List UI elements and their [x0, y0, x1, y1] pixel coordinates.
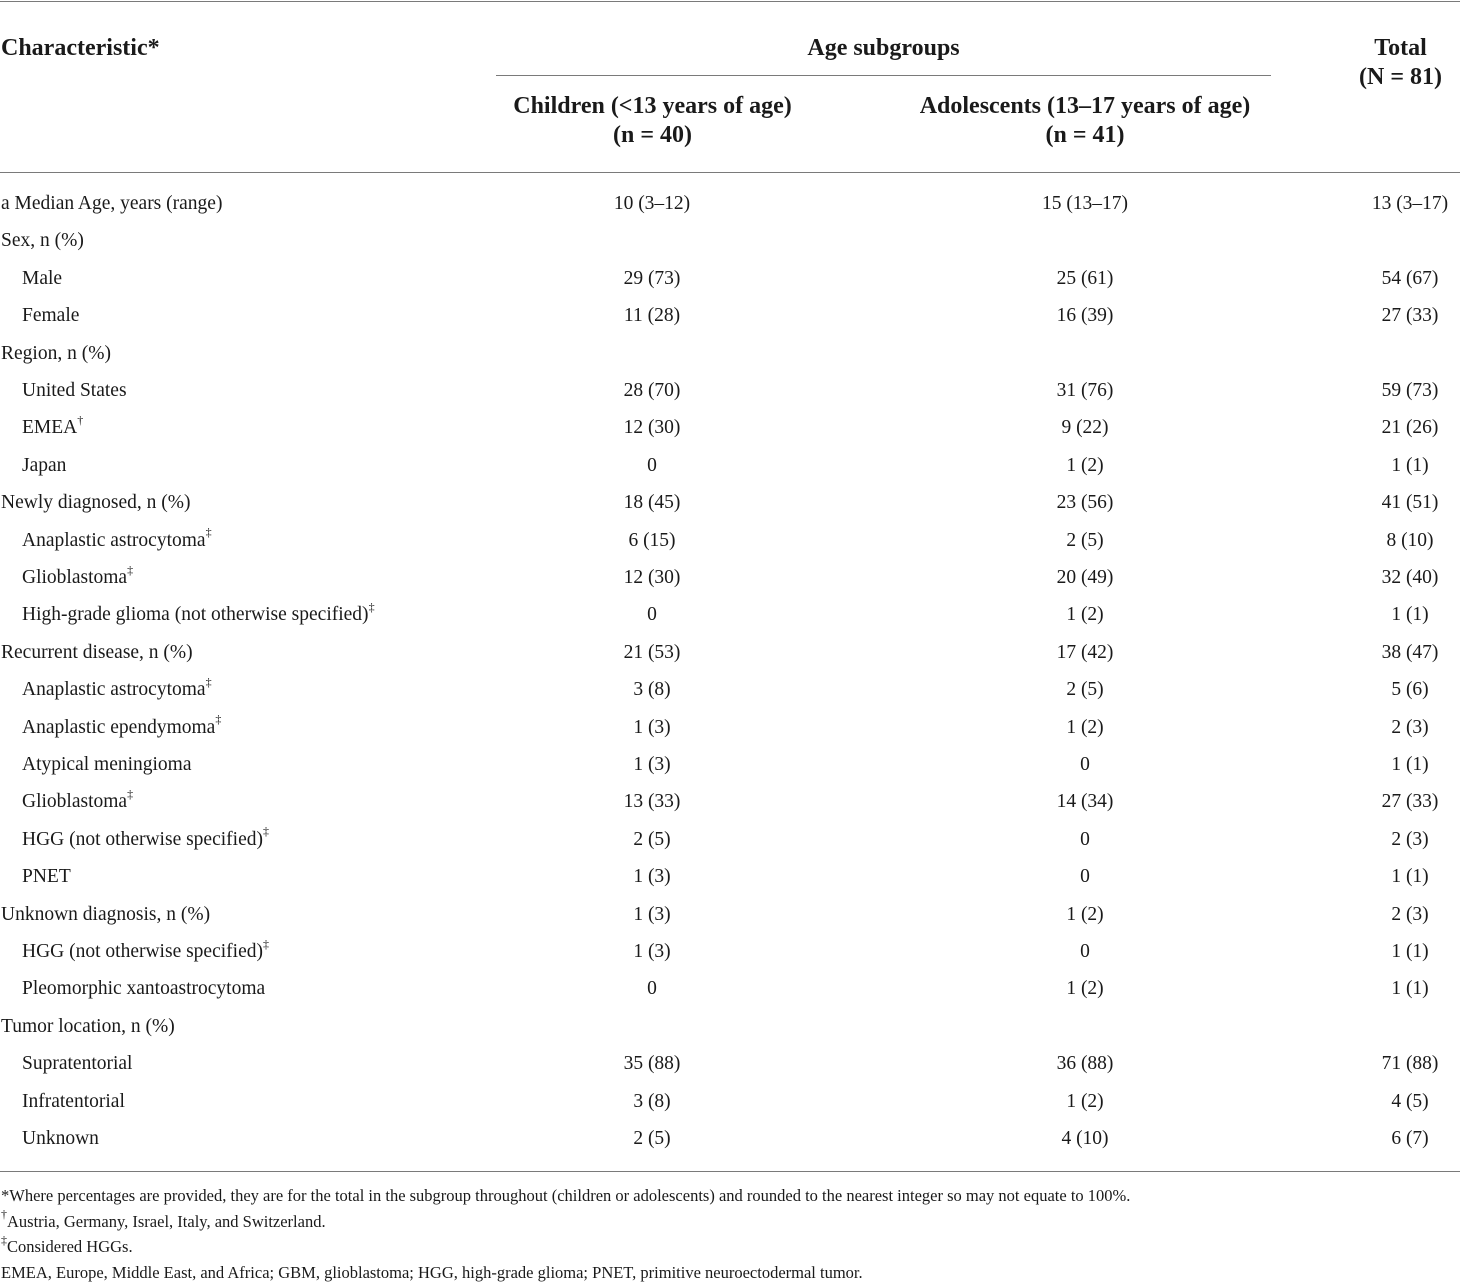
cell-children: 1 (3): [552, 716, 752, 740]
cell-adolescents: 25 (61): [985, 267, 1185, 291]
cell-children: 18 (45): [552, 491, 752, 515]
cell-total: 54 (67): [1330, 267, 1460, 291]
row-label: Supratentorial: [22, 1052, 132, 1076]
cell-adolescents: 31 (76): [985, 379, 1185, 403]
table-row: [0, 379, 1460, 416]
cell-total: 2 (3): [1330, 716, 1460, 740]
cell-children: 35 (88): [552, 1052, 752, 1076]
row-label: High-grade glioma (not otherwise specified)‡: [22, 603, 375, 627]
cell-adolescents: 0: [985, 940, 1185, 964]
footnote-text: Austria, Germany, Israel, Italy, and Switzerland.: [7, 1212, 326, 1231]
footnote-marker: ‡: [1, 1233, 7, 1247]
row-label: Female: [22, 304, 79, 328]
cell-adolescents: 36 (88): [985, 1052, 1185, 1076]
row-label: Infratentorial: [22, 1090, 125, 1114]
cell-adolescents: 15 (13–17): [985, 192, 1185, 216]
table-row: [0, 977, 1460, 1014]
cell-total: 2 (3): [1330, 828, 1460, 852]
row-label: Anaplastic astrocytoma‡: [22, 529, 212, 553]
cell-children: 1 (3): [552, 940, 752, 964]
cell-adolescents: 1 (2): [985, 716, 1185, 740]
cell-children: 29 (73): [552, 267, 752, 291]
cell-children: 0: [552, 603, 752, 627]
cell-total: 4 (5): [1330, 1090, 1460, 1114]
row-label: United States: [22, 379, 127, 403]
cell-total: 13 (3–17): [1330, 192, 1460, 216]
cell-total: 21 (26): [1330, 416, 1460, 440]
footnote: [1, 1234, 1130, 1260]
cell-children: 2 (5): [552, 828, 752, 852]
table-row: [0, 267, 1460, 304]
table-row: [0, 229, 1460, 266]
footnote-marker: ‡: [206, 675, 212, 689]
header-children-line1: Children (<13 years of age): [480, 92, 825, 121]
cell-children: 3 (8): [552, 1090, 752, 1114]
header-total: [1340, 34, 1460, 92]
cell-adolescents: 1 (2): [985, 903, 1185, 927]
cell-children: 1 (3): [552, 865, 752, 889]
row-label: Recurrent disease, n (%): [1, 641, 193, 665]
cell-total: 27 (33): [1330, 790, 1460, 814]
cell-children: 1 (3): [552, 753, 752, 777]
cell-total: 59 (73): [1330, 379, 1460, 403]
cell-adolescents: 2 (5): [985, 678, 1185, 702]
table-row: [0, 1127, 1460, 1164]
cell-children: 2 (5): [552, 1127, 752, 1151]
cell-total: 5 (6): [1330, 678, 1460, 702]
cell-total: 38 (47): [1330, 641, 1460, 665]
footnote-text: *Where percentages are provided, they are for the total in the subgroup throughout (children or adolescents) and rounded to the nearest integer so may not equate to 100%.: [1, 1186, 1130, 1205]
footnote-marker: ‡: [127, 563, 133, 577]
header-age-subgroups: Age subgroups: [496, 34, 1271, 63]
cell-adolescents: 2 (5): [985, 529, 1185, 553]
table-row: [0, 416, 1460, 453]
header-bottom-rule: [0, 172, 1460, 173]
row-label: PNET: [22, 865, 71, 889]
cell-adolescents: 1 (2): [985, 603, 1185, 627]
header-characteristic: Characteristic*: [1, 34, 160, 63]
table-row: [0, 603, 1460, 640]
age-subgroups-underline: [496, 75, 1271, 76]
table-row: [0, 678, 1460, 715]
header-children: [480, 92, 825, 150]
cell-adolescents: 14 (34): [985, 790, 1185, 814]
cell-adolescents: 0: [985, 753, 1185, 777]
table-row: [0, 454, 1460, 491]
cell-children: 0: [552, 454, 752, 478]
table-row: [0, 1015, 1460, 1052]
header-total-line2: (N = 81): [1340, 63, 1460, 92]
header-total-line1: Total: [1340, 34, 1460, 63]
cell-children: 6 (15): [552, 529, 752, 553]
footnote-text: EMEA, Europe, Middle East, and Africa; GBM, glioblastoma; HGG, high-grade glioma; PNET, primitive neuroectodermal tumor.: [1, 1263, 863, 1282]
cell-children: 21 (53): [552, 641, 752, 665]
footnote: [1, 1183, 1130, 1209]
cell-children: 10 (3–12): [552, 192, 752, 216]
cell-total: 1 (1): [1330, 977, 1460, 1001]
footnote-marker: ‡: [206, 525, 212, 539]
table-row: [0, 1090, 1460, 1127]
footnote-marker: ‡: [369, 600, 375, 614]
cell-adolescents: 17 (42): [985, 641, 1185, 665]
row-label: Pleomorphic xantoastrocytoma: [22, 977, 265, 1001]
table-row: [0, 716, 1460, 753]
cell-total: 1 (1): [1330, 753, 1460, 777]
cell-adolescents: 1 (2): [985, 1090, 1185, 1114]
row-label: Anaplastic ependymoma‡: [22, 716, 221, 740]
table-row: [0, 192, 1460, 229]
cell-total: 6 (7): [1330, 1127, 1460, 1151]
row-label: Glioblastoma‡: [22, 566, 133, 590]
cell-total: 1 (1): [1330, 603, 1460, 627]
table-row: [0, 342, 1460, 379]
row-label: Unknown: [22, 1127, 99, 1151]
row-label: a Median Age, years (range): [1, 192, 222, 216]
table-row: [0, 529, 1460, 566]
table-row: [0, 940, 1460, 977]
row-label: Glioblastoma‡: [22, 790, 133, 814]
cell-total: 41 (51): [1330, 491, 1460, 515]
cell-adolescents: 1 (2): [985, 454, 1185, 478]
header-adolescents-line2: (n = 41): [880, 121, 1290, 150]
cell-total: 1 (1): [1330, 940, 1460, 964]
row-label: Tumor location, n (%): [1, 1015, 175, 1039]
row-label: Newly diagnosed, n (%): [1, 491, 191, 515]
cell-total: 27 (33): [1330, 304, 1460, 328]
cell-total: 1 (1): [1330, 865, 1460, 889]
cell-children: 11 (28): [552, 304, 752, 328]
row-label: Region, n (%): [1, 342, 111, 366]
footnote: [1, 1260, 1130, 1285]
cell-children: 13 (33): [552, 790, 752, 814]
row-label: Anaplastic astrocytoma‡: [22, 678, 212, 702]
table-row: [0, 865, 1460, 902]
cell-adolescents: 23 (56): [985, 491, 1185, 515]
table-top-rule: [0, 1, 1460, 2]
cell-children: 3 (8): [552, 678, 752, 702]
cell-children: 1 (3): [552, 903, 752, 927]
table-row: [0, 641, 1460, 678]
cell-total: 8 (10): [1330, 529, 1460, 553]
cell-children: 28 (70): [552, 379, 752, 403]
table-row: [0, 753, 1460, 790]
header-children-line2: (n = 40): [480, 121, 825, 150]
table-row: [0, 790, 1460, 827]
footnote-marker: ‡: [215, 712, 221, 726]
table-row: [0, 566, 1460, 603]
cell-adolescents: 1 (2): [985, 977, 1185, 1001]
cell-children: 12 (30): [552, 566, 752, 590]
table-row: [0, 304, 1460, 341]
footnote-marker: ‡: [127, 787, 133, 801]
cell-adolescents: 4 (10): [985, 1127, 1185, 1151]
footnote-marker: †: [1, 1207, 7, 1221]
cell-children: 12 (30): [552, 416, 752, 440]
cell-adolescents: 0: [985, 865, 1185, 889]
cell-total: 32 (40): [1330, 566, 1460, 590]
cell-total: 1 (1): [1330, 454, 1460, 478]
footnote-marker: †: [77, 413, 83, 427]
row-label: EMEA†: [22, 416, 83, 440]
row-label: Sex, n (%): [1, 229, 84, 253]
row-label: HGG (not otherwise specified)‡: [22, 828, 269, 852]
row-label: HGG (not otherwise specified)‡: [22, 940, 269, 964]
cell-adolescents: 16 (39): [985, 304, 1185, 328]
table-bottom-rule: [0, 1171, 1460, 1172]
cell-total: 2 (3): [1330, 903, 1460, 927]
table-row: [0, 1052, 1460, 1089]
cell-total: 71 (88): [1330, 1052, 1460, 1076]
table-row: [0, 903, 1460, 940]
cell-children: 0: [552, 977, 752, 1001]
footnotes: [1, 1183, 1130, 1285]
header-adolescents: [880, 92, 1290, 150]
row-label: Atypical meningioma: [22, 753, 192, 777]
cell-adolescents: 9 (22): [985, 416, 1185, 440]
footnote-text: Considered HGGs.: [7, 1237, 133, 1256]
row-label: Unknown diagnosis, n (%): [1, 903, 210, 927]
footnote-marker: ‡: [263, 937, 269, 951]
row-label: Male: [22, 267, 62, 291]
footnote: [1, 1209, 1130, 1235]
row-label: Japan: [22, 454, 66, 478]
cell-adolescents: 0: [985, 828, 1185, 852]
table-row: [0, 491, 1460, 528]
header-adolescents-line1: Adolescents (13–17 years of age): [880, 92, 1290, 121]
cell-adolescents: 20 (49): [985, 566, 1185, 590]
table-row: [0, 828, 1460, 865]
footnote-marker: ‡: [263, 824, 269, 838]
